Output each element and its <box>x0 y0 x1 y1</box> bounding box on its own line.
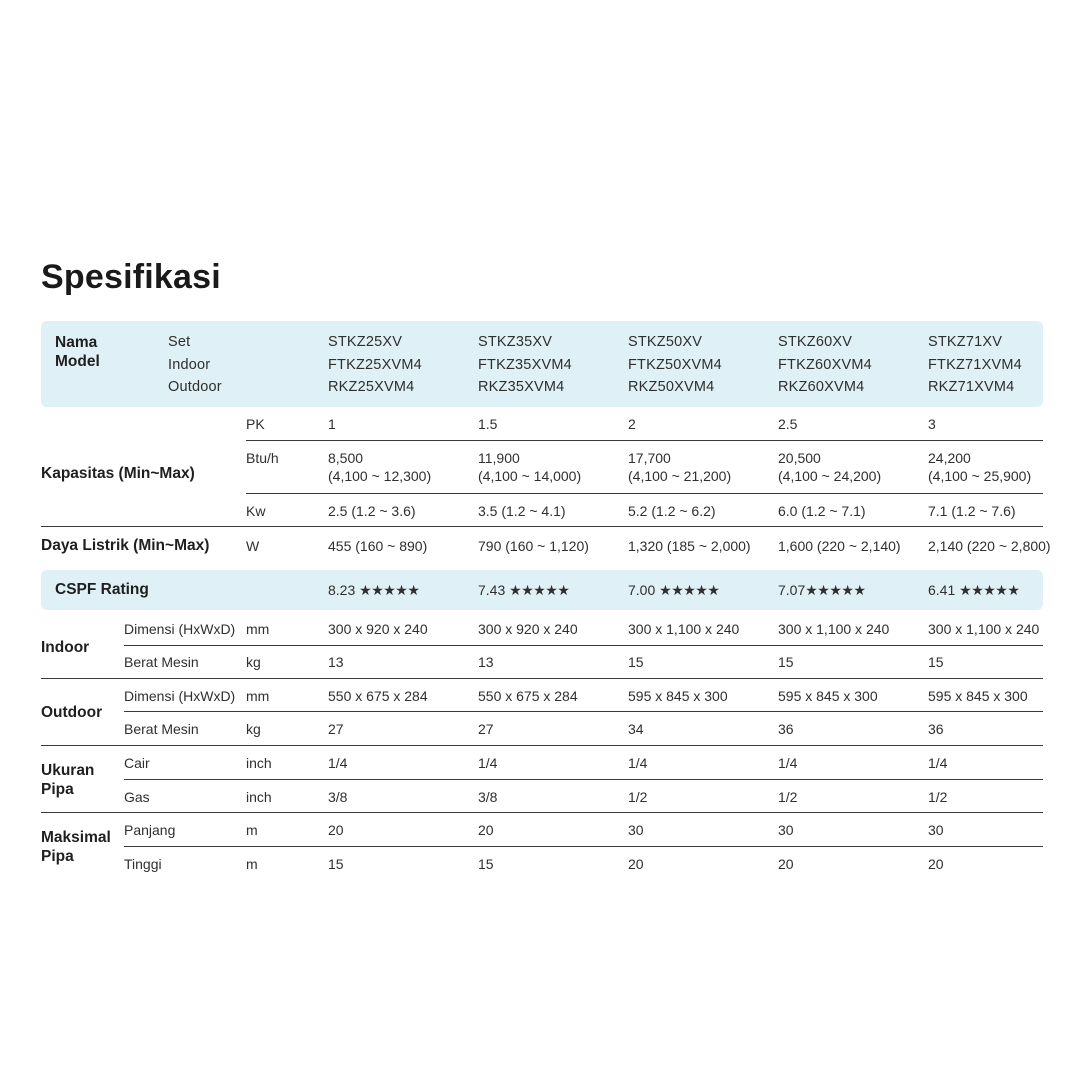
unit-inch: inch <box>246 789 272 805</box>
btu-value: 17,700 <box>628 450 671 466</box>
model-outdoor: RKZ60XVM4 <box>778 379 865 395</box>
model-outdoor: RKZ35XVM4 <box>478 379 565 395</box>
cspf-cell <box>928 581 1019 599</box>
pk-value: 2 <box>628 416 636 432</box>
unit-m: m <box>246 822 258 838</box>
unit-btu: Btu/h <box>246 450 279 466</box>
btu-value: 24,200 <box>928 450 971 466</box>
gas-value: 1/2 <box>628 789 648 805</box>
indoor-dimensi-value: 300 x 1,100 x 240 <box>928 621 1040 637</box>
cair-value: 1/4 <box>478 755 498 771</box>
indoor-berat-value: 15 <box>628 654 644 670</box>
outdoor-berat-value: 27 <box>478 721 494 737</box>
star-rating-icon: ★★★★★ <box>805 582 866 598</box>
kw-value: 7.1 (1.2 ~ 7.6) <box>928 503 1016 519</box>
cspf-label: CSPF Rating <box>55 581 149 598</box>
star-rating-icon: ★★★★★ <box>659 582 720 598</box>
kw-value: 2.5 (1.2 ~ 3.6) <box>328 503 416 519</box>
panjang-value: 20 <box>478 822 494 838</box>
row-divider <box>246 493 1043 494</box>
panjang-value: 30 <box>628 822 644 838</box>
unit-m: m <box>246 856 258 872</box>
btu-value: 8,500 <box>328 450 364 466</box>
cair-value: 1/4 <box>628 755 648 771</box>
cair-value: 1/4 <box>778 755 798 771</box>
btu-value: 20,500 <box>778 450 821 466</box>
gas-value: 3/8 <box>328 789 348 805</box>
cspf-value: 7.00 <box>628 582 656 598</box>
outdoor-berat-label: Berat Mesin <box>124 721 199 737</box>
ukuran-pipa-label: Pipa <box>41 781 74 798</box>
pk-value: 3 <box>928 416 936 432</box>
unit-kg: kg <box>246 721 261 737</box>
model-indoor: FTKZ25XVM4 <box>328 357 422 373</box>
btu-value: 11,900 <box>478 450 520 466</box>
tinggi-value: 20 <box>928 856 944 872</box>
cair-value: 1/4 <box>928 755 948 771</box>
indoor-label: Indoor <box>41 639 90 656</box>
model-indoor: FTKZ35XVM4 <box>478 357 572 373</box>
maksimal-pipa-label: Pipa <box>41 848 74 865</box>
cspf-value: 7.07 <box>778 582 806 598</box>
model-set: STKZ71XV <box>928 334 1003 350</box>
cspf-value: 7.43 <box>478 582 506 598</box>
daya-value: 1,320 (185 ~ 2,000) <box>628 538 751 554</box>
panjang-value: 30 <box>778 822 794 838</box>
unit-pk: PK <box>246 416 265 432</box>
model-indoor: FTKZ60XVM4 <box>778 357 872 373</box>
cspf-cell <box>628 581 719 599</box>
model-indoor: FTKZ50XVM4 <box>628 357 722 373</box>
pk-value: 1 <box>328 416 336 432</box>
model-sub-set: Set <box>168 334 191 350</box>
outdoor-berat-value: 36 <box>778 721 794 737</box>
gas-value: 1/2 <box>928 789 948 805</box>
outdoor-berat-value: 27 <box>328 721 344 737</box>
outdoor-dimensi-value: 595 x 845 x 300 <box>628 688 728 704</box>
tinggi-value: 15 <box>478 856 494 872</box>
tinggi-value: 20 <box>778 856 794 872</box>
daya-value: 1,600 (220 ~ 2,140) <box>778 538 901 554</box>
btu-range: (4,100 ~ 25,900) <box>928 468 1032 484</box>
model-outdoor: RKZ71XVM4 <box>928 379 1015 395</box>
unit-w: W <box>246 538 260 554</box>
indoor-berat-value: 13 <box>328 654 344 670</box>
indoor-dimensi-value: 300 x 1,100 x 240 <box>628 621 740 637</box>
unit-inch: inch <box>246 755 272 771</box>
cspf-value: 6.41 <box>928 582 956 598</box>
indoor-berat-label: Berat Mesin <box>124 654 199 670</box>
btu-range: (4,100 ~ 14,000) <box>478 468 582 484</box>
star-rating-icon: ★★★★★ <box>509 582 570 598</box>
unit-mm: mm <box>246 621 270 637</box>
cspf-cell <box>328 581 419 599</box>
model-outdoor: RKZ50XVM4 <box>628 379 715 395</box>
btu-range: (4,100 ~ 24,200) <box>778 468 882 484</box>
row-divider <box>41 812 1043 813</box>
outdoor-berat-value: 34 <box>628 721 644 737</box>
kw-value: 5.2 (1.2 ~ 6.2) <box>628 503 716 519</box>
model-indoor: FTKZ71XVM4 <box>928 357 1022 373</box>
outdoor-dimensi-value: 550 x 675 x 284 <box>478 688 578 704</box>
row-divider <box>124 711 1043 712</box>
indoor-berat-value: 13 <box>478 654 494 670</box>
panjang-label: Panjang <box>124 822 176 838</box>
outdoor-dimensi-label: Dimensi (HxWxD) <box>124 688 236 704</box>
model-outdoor: RKZ25XVM4 <box>328 379 415 395</box>
page-title: Spesifikasi <box>41 258 221 296</box>
cspf-value: 8.23 <box>328 582 356 598</box>
unit-kg: kg <box>246 654 261 670</box>
outdoor-dimensi-value: 550 x 675 x 284 <box>328 688 428 704</box>
outdoor-dimensi-value: 595 x 845 x 300 <box>778 688 878 704</box>
unit-kw: Kw <box>246 503 266 519</box>
outdoor-label: Outdoor <box>41 704 103 721</box>
tinggi-label: Tinggi <box>124 856 162 872</box>
cspf-cell <box>478 581 569 599</box>
model-sub-indoor: Indoor <box>168 357 211 373</box>
gas-label: Gas <box>124 789 150 805</box>
daya-value: 2,140 (220 ~ 2,800) <box>928 538 1051 554</box>
model-set: STKZ25XV <box>328 334 403 350</box>
daya-value: 790 (160 ~ 1,120) <box>478 538 589 554</box>
indoor-dimensi-value: 300 x 920 x 240 <box>478 621 578 637</box>
unit-mm: mm <box>246 688 270 704</box>
tinggi-value: 20 <box>628 856 644 872</box>
row-divider <box>124 645 1043 646</box>
indoor-dimensi-label: Dimensi (HxWxD) <box>124 621 236 637</box>
model-label: Model <box>55 353 100 370</box>
row-divider <box>246 440 1043 441</box>
cair-value: 1/4 <box>328 755 348 771</box>
row-divider <box>41 526 1043 527</box>
row-divider <box>41 678 1043 679</box>
cspf-cell <box>778 581 866 599</box>
indoor-berat-value: 15 <box>928 654 944 670</box>
gas-value: 1/2 <box>778 789 798 805</box>
model-set: STKZ35XV <box>478 334 553 350</box>
model-set: STKZ60XV <box>778 334 853 350</box>
indoor-dimensi-value: 300 x 1,100 x 240 <box>778 621 890 637</box>
daya-label: Daya Listrik (Min~Max) <box>41 537 210 554</box>
kw-value: 3.5 (1.2 ~ 4.1) <box>478 503 566 519</box>
row-divider <box>41 745 1043 746</box>
row-divider <box>124 846 1043 847</box>
pk-value: 1.5 <box>478 416 498 432</box>
kapasitas-label: Kapasitas (Min~Max) <box>41 465 195 482</box>
model-sub-outdoor: Outdoor <box>168 379 222 395</box>
tinggi-value: 15 <box>328 856 344 872</box>
pk-value: 2.5 <box>778 416 798 432</box>
row-divider <box>124 779 1043 780</box>
star-rating-icon: ★★★★★ <box>959 582 1020 598</box>
model-set: STKZ50XV <box>628 334 703 350</box>
maksimal-pipa-label: Maksimal <box>41 829 111 846</box>
ukuran-pipa-label: Ukuran <box>41 762 95 779</box>
panjang-value: 20 <box>328 822 344 838</box>
btu-range: (4,100 ~ 21,200) <box>628 468 732 484</box>
outdoor-berat-value: 36 <box>928 721 944 737</box>
kw-value: 6.0 (1.2 ~ 7.1) <box>778 503 866 519</box>
btu-range: (4,100 ~ 12,300) <box>328 468 432 484</box>
outdoor-dimensi-value: 595 x 845 x 300 <box>928 688 1028 704</box>
indoor-berat-value: 15 <box>778 654 794 670</box>
daya-value: 455 (160 ~ 890) <box>328 538 428 554</box>
cair-label: Cair <box>124 755 150 771</box>
panjang-value: 30 <box>928 822 944 838</box>
indoor-dimensi-value: 300 x 920 x 240 <box>328 621 428 637</box>
star-rating-icon: ★★★★★ <box>359 582 420 598</box>
gas-value: 3/8 <box>478 789 498 805</box>
model-label: Nama <box>55 334 98 351</box>
